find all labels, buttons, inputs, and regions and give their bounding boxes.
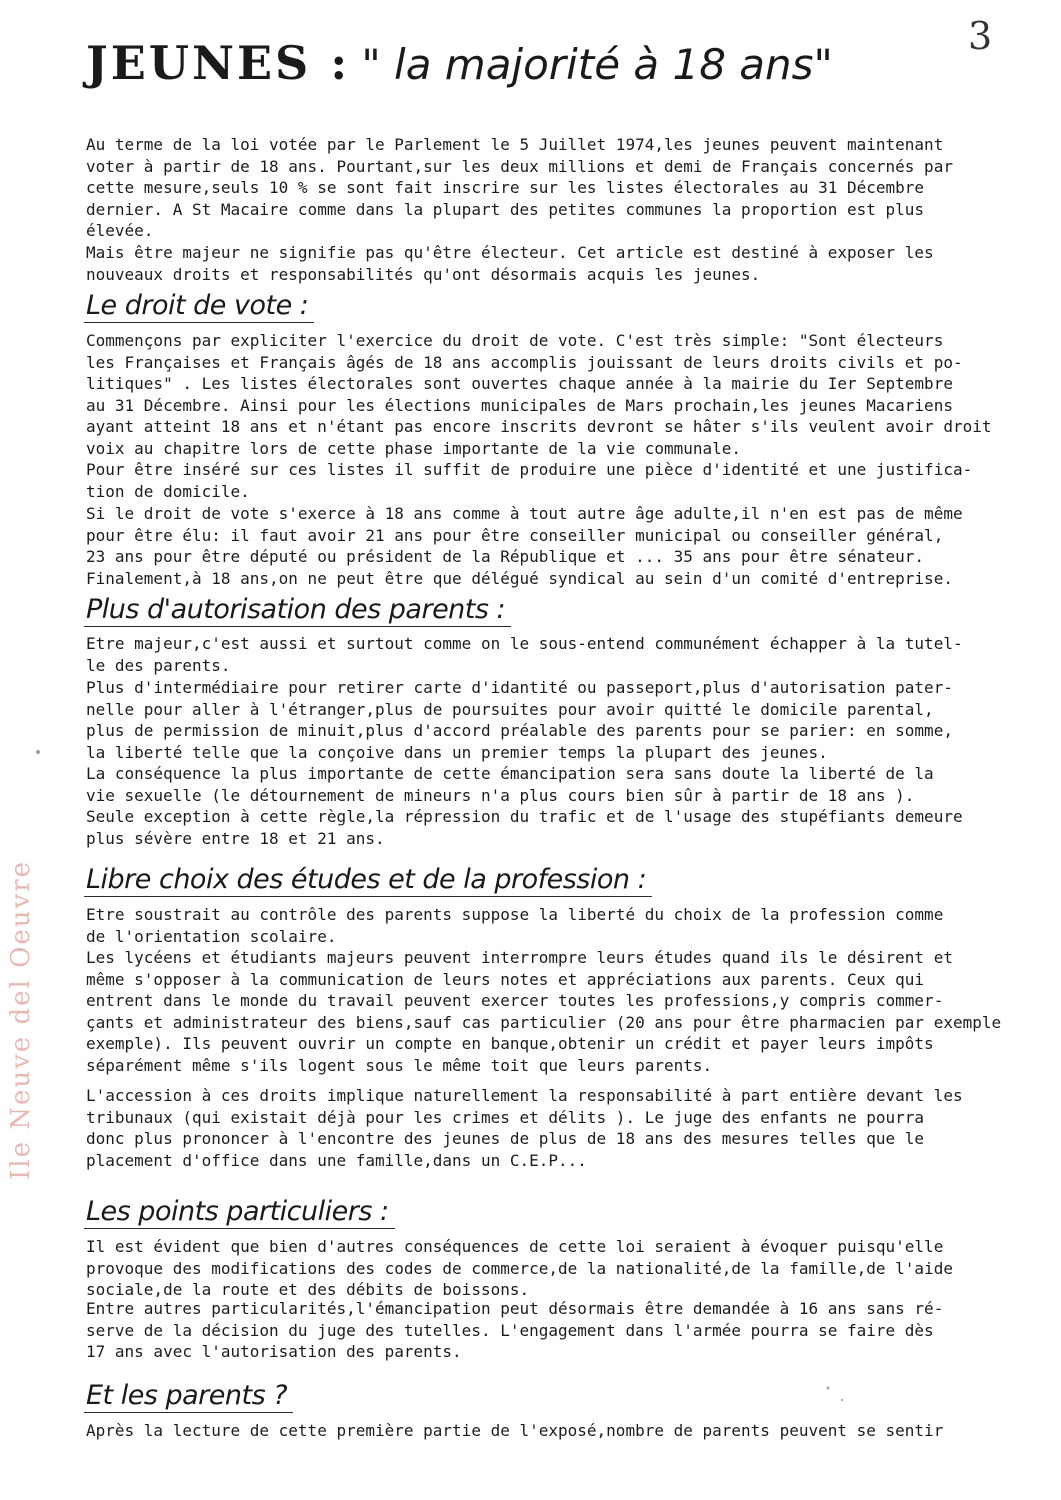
text-line: voix au chapitre lors de cette phase importante de la vie communale. [86,438,742,458]
text-line: plus sévère entre 18 et 21 ans. [86,828,385,848]
text-line: cette mesure,seuls 10 % se sont fait inscrire sur les listes électorales au 31 Décembre [86,178,925,197]
text-line: nelle pour aller à l'étranger,plus de poursuites pour avoir quitté le domicile parental, [86,699,934,719]
text-line: serve de la décision du juge des tutelles. L'engagement dans l'armée pourra se faire dès [86,1320,934,1340]
text-line: Finalement,à 18 ans,on ne peut être que délégué syndical au sein d'un comité d'entreprise. [86,568,953,588]
text-line: séparément même s'ils logent sous le même toit que leurs parents. [86,1055,713,1075]
text-line: Après la lecture de cette première partie de l'exposé,nombre de parents peuvent se sentir [86,1421,944,1440]
text-line: La conséquence la plus importante de cette émancipation sera sans doute la liberté de la [86,764,934,783]
text-line: Etre majeur,c'est aussi et surtout comme on le sous-entend communément échapper à la tutel- [86,634,963,653]
text-line: litiques" . Les listes électorales sont ouvertes chaque année à la mairie du Ier Septembre [86,374,953,393]
text-line: çants et administrateur des biens,sauf cas particulier (20 ans pour être pharmacien par exemple [86,1012,1002,1032]
text-line: même s'opposer à la communication de leurs notes et appréciations aux parents. Ceux qui [86,969,925,989]
text-line: pour être élu: il faut avoir 21 ans pour être conseiller municipal ou conseiller général, [86,525,944,545]
text-line: le des parents. [86,655,231,675]
text-line: de l'orientation scolaire. [86,926,337,946]
text-line: élevée. [86,221,154,240]
text-line: donc plus prononcer à l'encontre des jeunes de plus de 18 ans des mesures telles que le [86,1129,925,1148]
text-line: tribunaux (qui existait déjà pour les crimes et délits ). Le juge des enfants ne pourra [86,1107,925,1127]
text-line: plus de permission de minuit,plus d'accord préalable des parents pour se parier: en somme, [86,721,953,740]
section-heading-points-particuliers: Les points particuliers : [86,1196,389,1227]
text-line: Commençons par expliciter l'exercice du droit de vote. C'est très simple: "Sont électeurs [86,331,944,350]
page-number: 3 [968,14,993,58]
text-line: Si le droit de vote s'exerce à 18 ans comme à tout autre âge adulte,il n'en est pas de même [86,504,963,523]
section-heading-droit-de-vote: Le droit de vote : [86,290,309,321]
text-line: placement d'office dans une famille,dans un C.E.P... [86,1150,587,1170]
section-heading-et-les-parents: Et les parents ? [86,1380,288,1411]
text-line: au 31 Décembre. Ainsi pour les élections municipales de Mars prochain,les jeunes Macariens [86,395,953,415]
text-line: exemple). Ils peuvent ouvrir un compte en banque,obtenir un crédit et payer leurs impôts [86,1034,934,1053]
text-line: Seule exception à cette règle,la répression du trafic et de l'usage des stupéfiants demeure [86,807,963,826]
text-line: ayant atteint 18 ans et n'étant pas encore inscrits devront se hâter s'ils veulent avoir droit [86,417,992,436]
text-line: Plus d'intermédiaire pour retirer carte d'idantité ou passeport,plus d'autorisation pater- [86,678,953,697]
text-line: la liberté telle que la conçoive dans un premier temps la plupart des jeunes. [86,742,828,762]
text-line: voter à partir de 18 ans. Pourtant,sur les deux millions et demi de Français concernés par [86,156,953,176]
speck [827,1387,830,1390]
text-line: Entre autres particularités,l'émancipation peut désormais être demandée à 16 ans sans ré- [86,1299,944,1318]
text-line: Etre soustrait au contrôle des parents suppose la liberté du choix de la profession comme [86,905,944,924]
title-main: JEUNES : [86,36,351,90]
text-line: entrent dans le monde du travail peuvent exercer toutes les professions,y compris commer- [86,991,944,1010]
text-line: vie sexuelle (le détournement de mineurs n'a plus cours bien sûr à partir de 18 ans ). [86,785,915,805]
text-line: tion de domicile. [86,481,250,501]
text-line: les Françaises et Français âgés de 18 ans accomplis jouissant de leurs droits civils et po- [86,352,963,372]
text-line: Au terme de la loi votée par le Parlement le 5 Juillet 1974,les jeunes peuvent maintenant [86,135,944,154]
speck [36,750,40,754]
text-line: Pour être inséré sur ces listes il suffit de produire une pièce d'identité et une justifica- [86,460,973,479]
watermark-stamp: Ile Neuve del Oeuvre [6,859,36,1180]
text-line: L'accession à ces droits implique naturellement la responsabilité à part entière devant les [86,1086,963,1105]
speck [841,1399,843,1401]
section-heading-libre-choix: Libre choix des études et de la profession : [86,864,647,895]
text-line: dernier. A St Macaire comme dans la plupart des petites communes la proportion est plus [86,199,925,219]
text-line: Il est évident que bien d'autres conséquences de cette loi seraient à évoquer puisqu'elle [86,1237,944,1256]
text-line: 17 ans avec l'autorisation des parents. [86,1342,462,1361]
text-line: provoque des modifications des codes de commerce,de la nationalité,de la famille,de l'aide [86,1258,953,1278]
text-line: sociale,de la route et des débits de boissons. [86,1280,530,1299]
text-line: nouveaux droits et responsabilités qu'ont désormais acquis les jeunes. [86,264,761,284]
text-line: 23 ans pour être député ou président de la République et ... 35 ans pour être sénateur. [86,547,925,566]
text-line: Mais être majeur ne signifie pas qu'être électeur. Cet article est destiné à exposer les [86,243,934,262]
section-heading-autorisation-parents: Plus d'autorisation des parents : [86,594,506,625]
title-quote: " la majorité à 18 ans" [361,40,833,89]
text-line: Les lycéens et étudiants majeurs peuvent interrompre leurs études quand ils le désirent et [86,948,953,967]
